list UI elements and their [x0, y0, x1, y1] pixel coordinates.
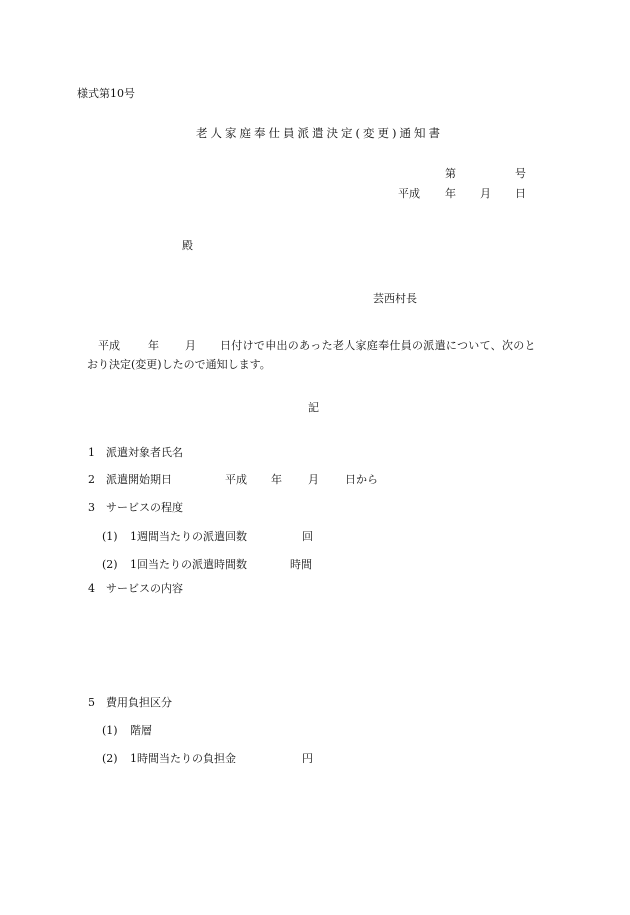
- item2-label: 派遣開始期日: [106, 473, 172, 486]
- item2-number: 2: [88, 473, 95, 486]
- item3-sub2-unit: 時間: [290, 558, 312, 571]
- item5-sub1-label: 階層: [130, 724, 152, 737]
- addressee-suffix: 殿: [182, 239, 193, 252]
- body-line2: おり決定(変更)したので通知します。: [87, 358, 271, 371]
- issue-date-month: 月: [480, 187, 491, 200]
- item3-sub2-label: 1回当たりの派遣時間数: [130, 558, 247, 571]
- item1-label: 派遣対象者氏名: [106, 446, 183, 459]
- body-month: 月: [185, 339, 196, 352]
- doc-number-suffix: 号: [515, 167, 526, 180]
- item2-day: 日から: [345, 473, 378, 486]
- issue-date-day: 日: [515, 187, 526, 200]
- item5-sub1-number: (1): [102, 724, 118, 737]
- item5-sub2-unit: 円: [302, 752, 313, 765]
- item2-era: 平成: [225, 473, 247, 486]
- item5-sub2-label: 1時間当たりの負担金: [130, 752, 236, 765]
- item3-sub1-unit: 回: [302, 530, 313, 543]
- ki-heading: 記: [308, 401, 319, 414]
- issue-date-era: 平成: [398, 187, 420, 200]
- body-line1-rest: 日付けで申出のあった老人家庭奉仕員の派遣について、次のと: [220, 339, 536, 352]
- item3-sub1-label: 1週間当たりの派遣回数: [130, 530, 247, 543]
- item4-label: サービスの内容: [106, 582, 183, 595]
- item4-number: 4: [88, 582, 95, 595]
- item3-number: 3: [88, 501, 95, 514]
- issue-date-year: 年: [445, 187, 456, 200]
- item5-sub2-number: (2): [102, 752, 118, 765]
- form-number: 様式第10号: [77, 87, 135, 100]
- issuer-name: 芸西村長: [373, 292, 417, 305]
- document-title: 老人家庭奉仕員派遣決定(変更)通知書: [196, 126, 443, 140]
- item2-month: 月: [308, 473, 319, 486]
- doc-number-prefix: 第: [445, 167, 456, 180]
- item1-number: 1: [88, 446, 95, 459]
- item5-number: 5: [88, 696, 95, 709]
- body-year: 年: [148, 339, 159, 352]
- body-era: 平成: [98, 339, 120, 352]
- item3-sub2-number: (2): [102, 558, 118, 571]
- item5-label: 費用負担区分: [106, 696, 172, 709]
- item3-label: サービスの程度: [106, 501, 183, 514]
- item2-year: 年: [271, 473, 282, 486]
- item3-sub1-number: (1): [102, 530, 118, 543]
